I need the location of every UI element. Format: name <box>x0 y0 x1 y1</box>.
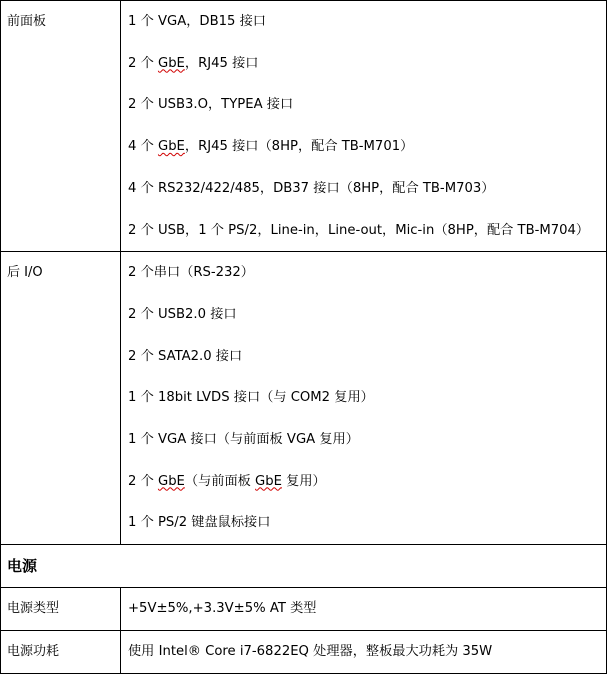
rear-io-item: 2 个 SATA2.0 接口 <box>128 348 243 364</box>
front-panel-item: 4 个 GbE，RJ45 接口（8HP，配合 TB-M701） <box>128 139 414 155</box>
front-panel-row <box>1 1 607 252</box>
rear-io-item: 1 个 VGA 接口（与前面板 VGA 复用） <box>128 432 359 448</box>
rear-io-item: 2 个 USB2.0 接口 <box>128 306 237 322</box>
rear-io-item: 2 个串口（RS-232） <box>128 265 254 281</box>
spellcheck-underlined-word: GbE <box>157 139 185 155</box>
power-type-value-cell <box>121 588 607 631</box>
power-consumption-label: 电源功耗 <box>7 644 60 660</box>
power-consumption-label-cell <box>1 631 121 674</box>
rear-io-label-cell <box>1 252 121 545</box>
front-panel-item: 1 个 VGA，DB15 接口 <box>128 14 266 29</box>
power-consumption-value-cell <box>121 631 607 674</box>
power-section-cell <box>1 545 607 588</box>
rear-io-item: 1 个 PS/2 键盘鼠标接口 <box>128 515 271 531</box>
rear-io-item: 1 个 18bit LVDS 接口（与 COM2 复用） <box>128 390 374 406</box>
power-type-value: +5V±5%,+3.3V±5% AT 类型 <box>128 601 317 617</box>
power-type-label: 电源类型 <box>7 601 60 617</box>
power-section-row <box>1 545 607 588</box>
spellcheck-underlined-word: GbE <box>157 473 185 489</box>
front-panel-item: 2 个 GbE，RJ45 接口 <box>128 55 259 71</box>
front-panel-item: 2 个 USB，1 个 PS/2，Line-in，Line-out，Mic-in（8HP，配合 TB-M704） <box>128 222 590 238</box>
front-panel-label: 前面板 <box>7 14 47 29</box>
rear-io-item: 2 个 GbE（与前面板 GbE 复用） <box>128 473 326 489</box>
front-panel-item: 2 个 USB3.O，TYPEA 接口 <box>128 97 294 113</box>
front-panel-label-cell <box>1 1 121 252</box>
rear-io-row <box>1 252 607 545</box>
power-section-title: 电源 <box>7 557 38 576</box>
power-consumption-value: 使用 Intel® Core i7-6822EQ 处理器，整板最大功耗为 35W <box>128 644 493 660</box>
power-type-label-cell <box>1 588 121 631</box>
rear-io-label: 后 I/O <box>7 265 43 281</box>
spellcheck-underlined-word: GbE <box>157 55 185 71</box>
power-type-row <box>1 588 607 631</box>
spellcheck-underlined-word: GbE <box>255 473 282 489</box>
front-panel-value-cell <box>121 1 607 252</box>
rear-io-value-cell <box>121 252 607 545</box>
front-panel-item: 4 个 RS232/422/485，DB37 接口（8HP，配合 TB-M703） <box>128 180 495 196</box>
power-consumption-row <box>1 631 607 674</box>
